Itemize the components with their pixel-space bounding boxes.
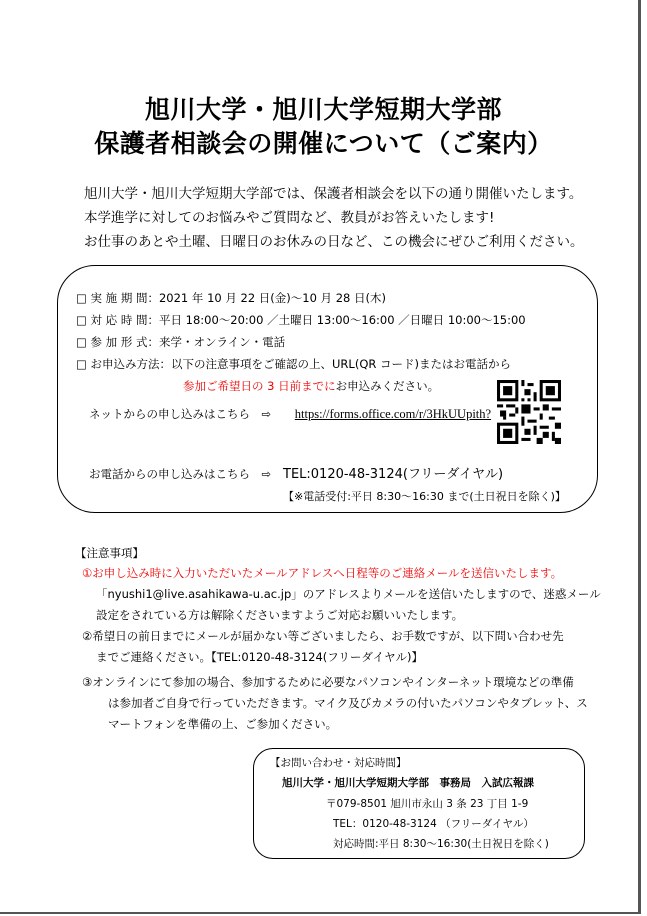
application-form-link[interactable]: https://forms.office.com/r/3HkUUpith? [294, 407, 492, 421]
note-3: ③オンラインにて参加の場合、参加するために必要なパソコンやインターネット環境などの準備 [82, 675, 574, 689]
intro-line: 旭川大学・旭川大学短期大学部では、保護者相談会を以下の通り開催いたします。 [84, 186, 583, 202]
intro-paragraph [84, 182, 584, 254]
detail-format: □ 参 加 形 式：来学・オンライン・電話 [76, 335, 286, 349]
web-apply-row [89, 406, 491, 422]
contact-address: 〒079-8501 旭川市永山 3 条 23 丁目 1-9 [326, 798, 529, 810]
detail-deadline [183, 378, 439, 394]
deadline-rest: お申込みください。 [335, 379, 440, 393]
web-apply-label: ネットからの申し込みはこちら ⇨ [89, 407, 272, 421]
notes-heading: 【注意事項】 [75, 546, 144, 560]
detail-hours: □ 対 応 時 間：平日 18:00～20:00 ／土曜日 13:00～16:00 ／日曜日 10:00～15:00 [76, 313, 526, 327]
contact-org: 旭川大学・旭川大学短期大学部 事務局 入試広報課 [282, 777, 534, 789]
phone-hours: 【※電話受付:平日 8:30～16:30 まで(土日祝日を除く)】 [283, 490, 566, 503]
page-title-line2: 保護者相談会の開催について（ご案内） [94, 129, 553, 158]
note-1-line2: 「nyushi1@live.asahikawa-u.ac.jp」のアドレスよりメールを送信いたしますので、迷惑メール [96, 587, 601, 601]
phone-number: TEL:0120-48-3124(フリーダイヤル) [283, 467, 504, 482]
contact-tel: TEL：0120-48-3124 （フリーダイヤル） [333, 818, 534, 830]
note-1: ①お申し込み時に入力いただいたメールアドレスへ日程等のご連絡メールを送信いたします。 [82, 566, 563, 580]
note-2-line2: までご連絡ください。【TEL:0120-48-3124(フリーダイヤル)】 [96, 650, 423, 664]
detail-apply: □ お申込み方法：以下の注意事項をご確認の上、URL(QR コード)またはお電話から [76, 357, 512, 371]
detail-period: □ 実 施 期 間：2021 年 10 月 22 日(金)～10 月 28 日(木) [76, 291, 386, 305]
qr-code-icon[interactable] [497, 380, 561, 444]
note-1-line3: 設定をされている方は解除くださいますようご対応お願いいたします。 [96, 608, 464, 622]
contact-heading: 【お問い合わせ・対応時間】 [270, 757, 407, 769]
note-3-line2: は参加者ご自身で行っていただきます。マイク及びカメラの付いたパソコンやタブレット、ス [108, 696, 588, 710]
phone-apply-label: お電話からの申し込みはこちら ⇨ [89, 467, 272, 481]
note-2: ②希望日の前日までにメールが届かない等ございましたら、お手数ですが、以下問い合わせ先 [82, 629, 564, 643]
intro-line: お仕事のあとや土曜、日曜日のお休みの日など、この機会にぜひご利用ください。 [84, 234, 584, 250]
deadline-emphasis: 参加ご希望日の 3 日前までに [183, 379, 336, 393]
intro-line: 本学進学に対してのお悩みやご質問など、教員がお答えいたします! [84, 210, 495, 226]
note-3-line3: マートフォンを準備の上、ご参加ください。 [108, 717, 338, 731]
contact-hours: 対応時間:平日 8:30～16:30(土日祝日を除く) [333, 838, 549, 850]
page-title-line1: 旭川大学・旭川大学短期大学部 [144, 95, 502, 124]
